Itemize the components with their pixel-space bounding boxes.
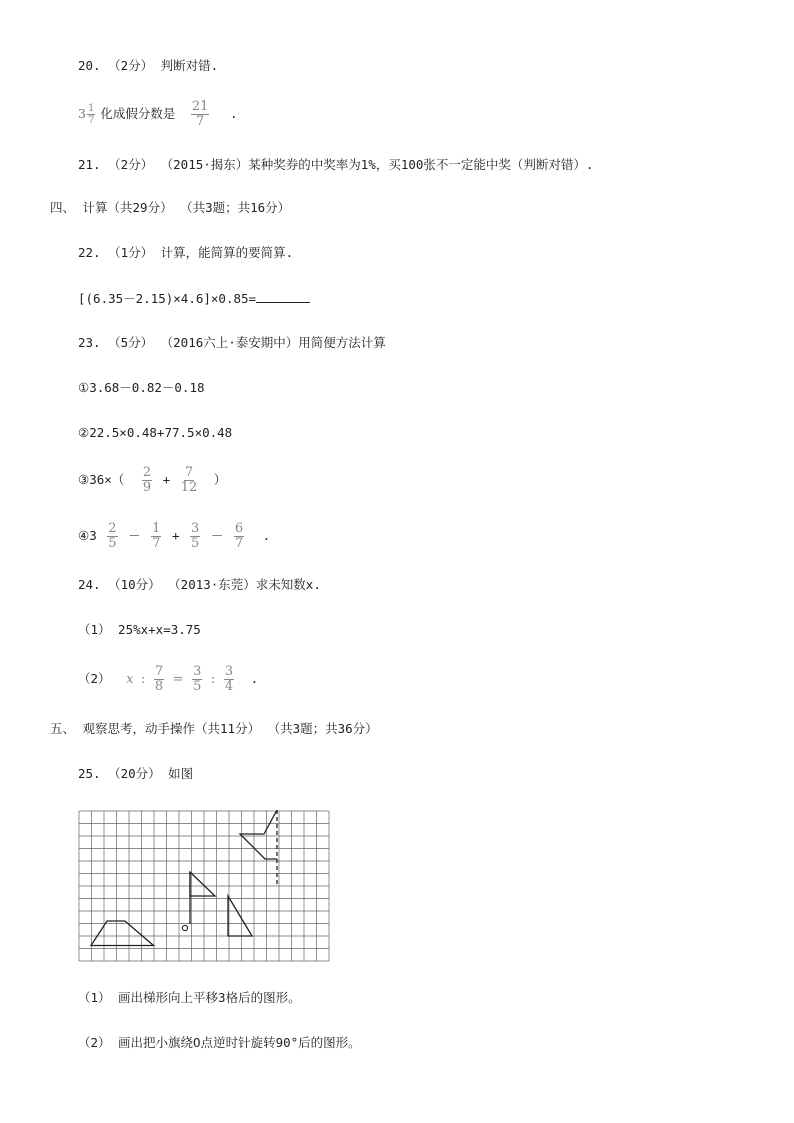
q23-item1: ①3.68－0.82－0.18 [78,380,205,395]
sub2-x: x [126,672,134,687]
item4-prefix: ④3 [78,528,97,543]
item3-f2-num: 7 [184,465,194,480]
q24-sub2 [78,664,258,695]
sub2-f3-num: 3 [224,664,234,679]
item3-prefix: ③36×（ [78,472,125,487]
mixed-number [78,103,100,126]
item4-f2-den: 7 [152,536,161,551]
q24-header: 24. （10分） （2013·东莞）求未知数x. [78,577,321,592]
right-triangle-shape [228,896,252,936]
flag-triangle [190,872,215,896]
grid-figure [78,810,330,965]
section5-title: 五、 观察思考，动手操作（共11分） （共3题；共36分） [50,721,378,736]
mixed-den: 7 [87,115,95,126]
sub2-tail: . [250,671,259,686]
q21-text: 21. （2分） （2015·揭东）某种奖券的中奖率为1%，买100张不一定能中奖（判断对错）. [78,157,594,172]
q25-header: 25. （20分） 如图 [78,766,194,781]
sub2-f1-den: 8 [154,679,164,694]
q22-expression [78,290,310,307]
sub2-f2-den: 5 [193,679,202,694]
sub2-eq: = [172,672,184,687]
trapezoid-shape [91,921,154,946]
q20-text-mid: 化成假分数是 [100,106,176,121]
item4-op3: － [210,528,224,543]
half-shape [240,810,277,859]
item3-suffix: ） [213,472,227,487]
item4-f1-num: 2 [108,521,117,536]
sub2-f1-num: 7 [154,664,164,679]
q23-item3 [78,466,226,494]
item4-f1-den: 5 [108,536,117,551]
q20-tail: . [229,106,238,121]
item3-f1-num: 2 [142,465,152,480]
origin-point [182,925,187,930]
item4-op1: － [128,528,141,543]
item4-f4-num: 6 [234,521,244,536]
sub2-f2-num: 3 [193,664,202,679]
item3-plus: + [162,472,171,487]
q23-item2: ②22.5×0.48+77.5×0.48 [78,425,233,440]
q23-header: 23. （5分） （2016六上·泰安期中）用简便方法计算 [78,335,386,350]
sub2-label: （2） [78,671,111,686]
mixed-num: 1 [87,103,95,114]
section4-title: 四、 计算（共29分） （共3题；共16分） [50,200,291,215]
q20-answer-den: 7 [195,114,205,129]
q20-answer-num: 21 [191,99,209,114]
sub2-colon2: : [210,672,216,687]
item4-tail: . [262,528,271,543]
q22-expr: [(6.35－2.15)×4.6]×0.85= [78,291,257,306]
item3-f1-den: 9 [142,480,152,495]
q25-sub1: （1） 画出梯形向上平移3格后的图形。 [78,990,301,1005]
q23-item4 [78,522,270,550]
item4-f2-num: 1 [152,521,161,536]
answer-blank[interactable] [256,290,310,303]
item4-f3-num: 3 [191,521,200,536]
mixed-whole: 3 [78,106,86,121]
q20-statement [78,100,237,128]
q24-sub1: （1） 25%x+x=3.75 [78,622,201,637]
q25-sub2: （2） 画出把小旗绕O点逆时针旋转90°后的图形。 [78,1035,361,1050]
item4-f3-den: 5 [191,536,200,551]
item3-f2-den: 12 [180,480,198,495]
item4-f4-den: 7 [234,536,244,551]
item4-op2: + [171,528,180,543]
q20-header: 20. （2分） 判断对错. [78,58,219,73]
sub2-f3-den: 4 [224,679,234,694]
sub2-colon1: : [140,672,146,687]
q22-header: 22. （1分） 计算，能简算的要简算. [78,245,294,260]
grid-canvas [78,810,330,962]
